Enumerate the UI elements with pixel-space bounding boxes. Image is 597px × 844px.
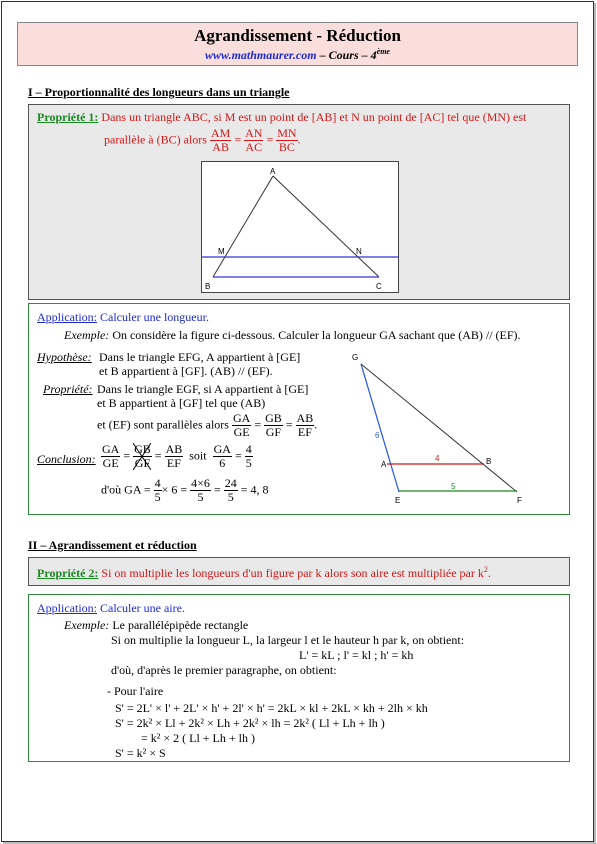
line-l4: d'où, d'après le premier paragraphe, on obtient: [111, 663, 337, 677]
page-header [17, 22, 578, 66]
application-2-heading: Application: Calculer une aire. [37, 601, 185, 615]
course-sup: ème [376, 47, 390, 56]
frac-mn-bc: $\frac{MN}{BC}$ [277, 126, 297, 154]
triangle-abc-figure [201, 161, 399, 293]
label-g: G [352, 353, 359, 362]
propriete-line1: Dans le triangle EGF, si A appartient à [GE] [97, 382, 309, 396]
triangle-efg-figure [347, 348, 557, 508]
conclusion-label: Conclusion: [37, 452, 96, 466]
hypothese-line2: et B appartient à [GF]. (AB) // (EF). [99, 364, 273, 378]
frac-an-ac: $\frac{AN}{AC}$ [245, 126, 263, 154]
label-b: B [205, 282, 211, 291]
section-1-title: I – Proportionnalité des longueurs dans un triangle [28, 85, 290, 99]
label-e: E [395, 496, 401, 505]
application-1-exemple: Exemple: On considère la figure ci-dessous. Calculer la longueur GA sachant que (AB) // (EF). [64, 328, 521, 342]
application-1-box [28, 303, 570, 515]
label-n: N [356, 247, 362, 256]
line-l5: - Pour l'aire [107, 684, 164, 698]
property-1-line1 [37, 110, 526, 125]
length-4: 4 [435, 454, 440, 463]
result-line: d'où GA = $\frac{4}{5}$ × 6 = $\frac{4\times 6}{5}$ = $\frac{24}{5}$ = 4, 8 [101, 476, 269, 504]
application-2-exemple: Exemple: Le parallélépipède rectangle [64, 618, 249, 632]
length-5: 5 [451, 482, 456, 491]
line-l3: L' = kL ; l' = kl ; h' = kh [299, 648, 414, 662]
page-subtitle [18, 47, 577, 63]
application-2-box [28, 594, 570, 762]
application-1-label: Application: [37, 310, 97, 324]
property-1-line2: parallèle à (BC) alors $\frac{AM}{AB}$ = $\frac{AN}{AC}$ = $\frac{MN}{BC}$ . [104, 126, 301, 154]
section-2-title: II – Agrandissement et réduction [28, 538, 197, 552]
line-l6: S' = 2L' × l' + 2L' × h' + 2l' × h' = 2kL × kl + 2kL × kh + 2lh × kh [115, 701, 428, 715]
property-2-box [28, 557, 570, 586]
property-1-text: Dans un triangle ABC, si M est un point de [AB] et N un point de [AC] tel que (MN) est [101, 110, 527, 124]
property-1-box [28, 104, 570, 300]
application-1-heading [37, 310, 209, 325]
site-link[interactable]: www.mathmaurer.com [205, 48, 317, 62]
property-2-line: Propriété 2: Si on multiplie les longueurs d'un figure par k alors son aire est multipliée par $k^2$. [37, 565, 491, 580]
propriete-line2: et B appartient à [GF] tel que (AB) [97, 396, 266, 410]
propriete-line3: et (EF) sont parallèles alors $\frac{GA}{GE}$ = $\frac{GB}{GF}$ = $\frac{AB}{EF}$ . [97, 411, 318, 439]
property-1-label: Propriété 1: [37, 110, 99, 124]
frac-am-ab: $\frac{AM}{AB}$ [210, 126, 231, 154]
page-title: Agrandissement - Réduction [194, 26, 401, 45]
length-6: 6 [375, 431, 380, 440]
hypothese-line1: Dans le triangle EFG, A appartient à [GE] [99, 350, 301, 364]
course-label: – Cours – 4 [316, 48, 377, 62]
label-f: F [517, 496, 522, 505]
conclusion-line: $\frac{GA}{GE}$ = $\frac{GB}{GF}$ = $\frac{AB}{EF}$ soit $\frac{GA}{6}$ = $\frac{4}{5}$ [102, 442, 252, 470]
hypothese-label: Hypothèse: [37, 350, 92, 364]
line-l2: Si on multiplie la longueur L, la largeur l et le hauteur h par k, on obtient: [111, 633, 465, 647]
label-a2: A [381, 460, 387, 469]
label-b2: B [486, 457, 492, 466]
label-c: C [376, 282, 382, 291]
application-1-title: Calculer une longueur. [100, 310, 209, 324]
label-m: M [218, 247, 225, 256]
line-l9: S' = k² × S [115, 746, 166, 760]
label-a: A [270, 167, 276, 176]
property-1-text2: parallèle à (BC) alors [104, 132, 207, 147]
line-l7: S' = 2k² × Ll + 2k² × Lh + 2k² × lh = 2k² ( Ll + Lh + lh ) [115, 716, 385, 730]
propriete-label: Propriété: [43, 382, 93, 396]
line-l8: = k² × 2 ( Ll + Lh + lh ) [141, 731, 255, 745]
